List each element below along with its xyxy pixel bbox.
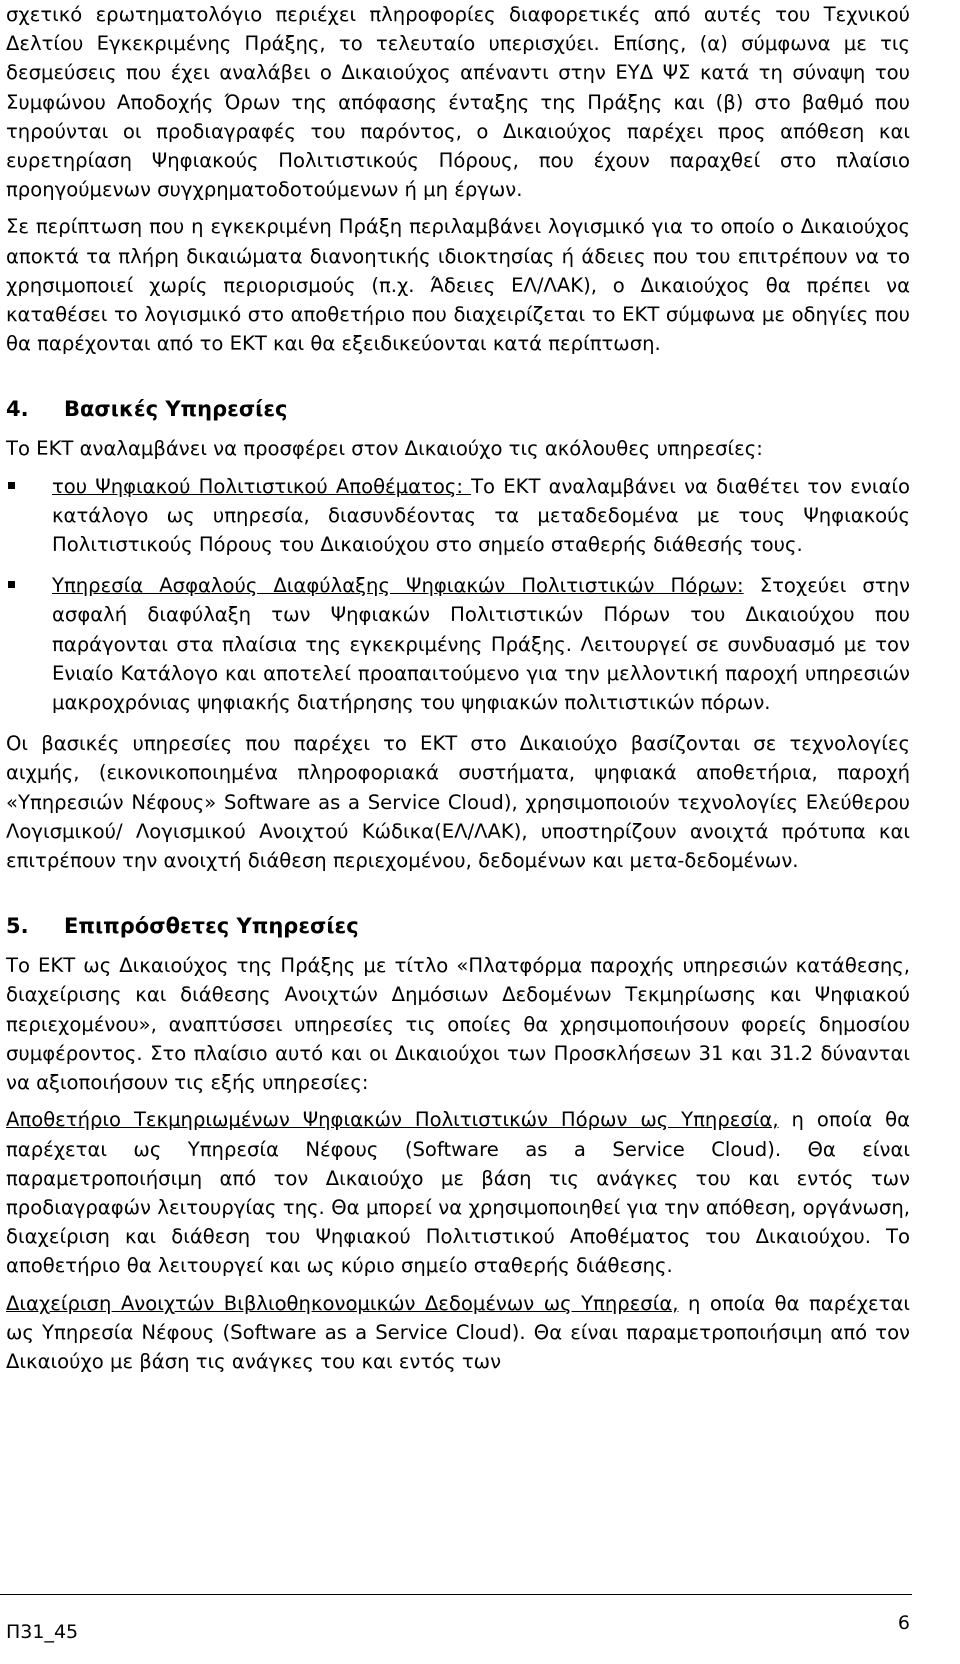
- service-description: η οποία θα παρέχεται ως Υπηρεσία Νέφους (Software as a Service Cloud). Θα είναι παραμετροποιήσιμη από τον Δικαιούχο με βάση τις ανάγκες του και εντός των προδιαγραφών λειτουργίας της. Θα μπορεί να χρησιμοποιηθεί για την απόθεση, οργάνωση, διαχείριση και διάθεση του Ψηφιακού Πολιτιστικού Αποθέματος του Δικαιούχου. Το αποθετήριο θα λειτουργεί και ως κύριο σημείο σταθερής διάθεσης.: [6, 1108, 910, 1278]
- service-term: Αποθετήριο Τεκμηριωμένων Ψηφιακών Πολιτιστικών Πόρων ως Υπηρεσία,: [6, 1108, 779, 1132]
- basic-services-list: [6, 472, 910, 718]
- section-4-closing: Οι βασικές υπηρεσίες που παρέχει το ΕΚΤ στο Δικαιούχο βασίζονται σε τεχνολογίες αιχμής, (εικονικοποιημένα πληροφοριακά συστήματα, ψηφιακά αποθετήρια, παροχή «Υπηρεσιών Νέφους» Software as a Service Cloud), χρησιμοποιούν τεχνολογίες Ελεύθερου Λογισμικού/ Λογισμικού Ανοιχτού Κώδικα(ΕΛ/ΛΑΚ), υποστηρίζουν ανοιχτά πρότυπα και επιτρέπουν την ανοιχτή διάθεση περιεχομένου, δεδομένων και μετα-δεδομένων.: [6, 732, 910, 873]
- software-paragraph: Σε περίπτωση που η εγκεκριμένη Πράξη περιλαμβάνει λογισμικό για το οποίο ο Δικαιούχος αποκτά τα πλήρη δικαιώματα διανοητικής ιδιοκτησίας ή άδειες που του επιτρέπουν να το χρησιμοποιεί χωρίς περιορισμούς (π.χ. Άδειες ΕΛ/ΛΑΚ), ο Δικαιούχος θα πρέπει να καταθέσει το λογισμικό στο αποθετήριο που διαχειρίζεται το ΕΚΤ σύμφωνα με οδηγίες που θα παρέχονται από το ΕΚΤ και θα εξειδικεύονται κατά περίπτωση.: [6, 215, 910, 356]
- section-4-title: Βασικές Υπηρεσίες: [64, 397, 288, 422]
- bullet-square-icon: [8, 482, 15, 489]
- service-description: Στοχεύει στην ασφαλή διαφύλαξη των Ψηφιακών Πολιτιστικών Πόρων του Δικαιούχου που παράγονται στα πλαίσια της εγκεκριμένης Πράξης. Λειτουργεί σε συνδυασμό με τον Ενιαίο Κατάλογο και αποτελεί προαπαιτούμενο για την μελλοντική παροχή υπηρεσιών μακροχρόνιας ψηφιακής διατήρησης του ψηφιακών πολιτιστικών πόρων.: [52, 574, 910, 715]
- service-description: Το ΕΚΤ αναλαμβάνει να διαθέτει τον ενιαίο κατάλογο ως υπηρεσία, διασυνδέοντας τα μεταδεδομένα με τους Ψηφιακούς Πολιτιστικούς Πόρους του Δικαιούχου στο σημείο σταθερής διάθεσής τους.: [52, 474, 910, 557]
- additional-service-paragraph: [6, 1105, 910, 1280]
- section-4-lead: Το ΕΚΤ αναλαμβάνει να προσφέρει στον Δικαιούχο τις ακόλουθες υπηρεσίες:: [6, 437, 763, 461]
- additional-service-paragraph: [6, 1289, 910, 1377]
- footer-divider: [0, 1594, 912, 1595]
- service-term: Υπηρεσία Ασφαλούς Διαφύλαξης Ψηφιακών Πολιτιστικών Πόρων:: [52, 574, 744, 598]
- bullet-square-icon: [8, 581, 15, 588]
- page-footer: [0, 1594, 960, 1664]
- section-5-heading: [6, 911, 910, 941]
- section-5-lead: Το ΕΚΤ ως Δικαιούχος της Πράξης με τίτλο «Πλατφόρμα παροχής υπηρεσιών κατάθεσης, διαχείρισης και διάθεσης Ανοιχτών Δημόσιων Δεδομένων Τεκμηρίωσης και Ψηφιακού περιεχομένου», αναπτύσσει υπηρεσίες τις οποίες θα χρησιμοποιήσουν φορείς δημοσίου συμφέροντος. Στο πλαίσιο αυτό και οι Δικαιούχοι των Προσκλήσεων 31 και 31.2 δύνανται να αξιοποιήσουν τις εξής υπηρεσίες:: [6, 954, 910, 1095]
- service-term: του Ψηφιακού Πολιτιστικού Αποθέματος:: [52, 474, 472, 498]
- section-5-title: Επιπρόσθετες Υπηρεσίες: [64, 914, 359, 939]
- section-4-heading: [6, 394, 910, 424]
- document-code: Π31_45: [6, 1621, 79, 1643]
- service-description: η οποία θα παρέχεται ως Υπηρεσία Νέφους (Software as a Service Cloud). Θα είναι παραμετροποιήσιμη από τον Δικαιούχο με βάση τις ανάγκες του και εντός των: [6, 1291, 910, 1373]
- list-item: [6, 571, 910, 717]
- section-5-number: 5.: [6, 914, 29, 939]
- document-body: [6, 0, 910, 1376]
- page-number: 6: [897, 1612, 910, 1634]
- service-term: Διαχείριση Ανοιχτών Βιβλιοθηκονομικών Δεδομένων ως Υπηρεσία,: [6, 1291, 679, 1315]
- list-item: [6, 472, 910, 560]
- intro-paragraph: σχετικό ερωτηματολόγιο περιέχει πληροφορίες διαφορετικές από αυτές του Τεχνικού Δελτίου Εγκεκριμένης Πράξης, το τελευταίο υπερισχύει. Επίσης, (α) σύμφωνα με τις δεσμεύσεις που έχει αναλάβει ο Δικαιούχος απέναντι στην ΕΥΔ ΨΣ κατά τη σύναψη του Συμφώνου Αποδοχής Όρων της απόφασης ένταξης της Πράξης και (β) στο βαθμό που τηρούνται οι προδιαγραφές του παρόντος, ο Δικαιούχος παρέχει προς απόθεση και ευρετηρίαση Ψηφιακούς Πολιτιστικούς Πόρους, που έχουν παραχθεί στο πλαίσιο προηγούμενων συγχρηματοδοτούμενων ή μη έργων.: [6, 3, 910, 202]
- section-4-number: 4.: [6, 397, 29, 422]
